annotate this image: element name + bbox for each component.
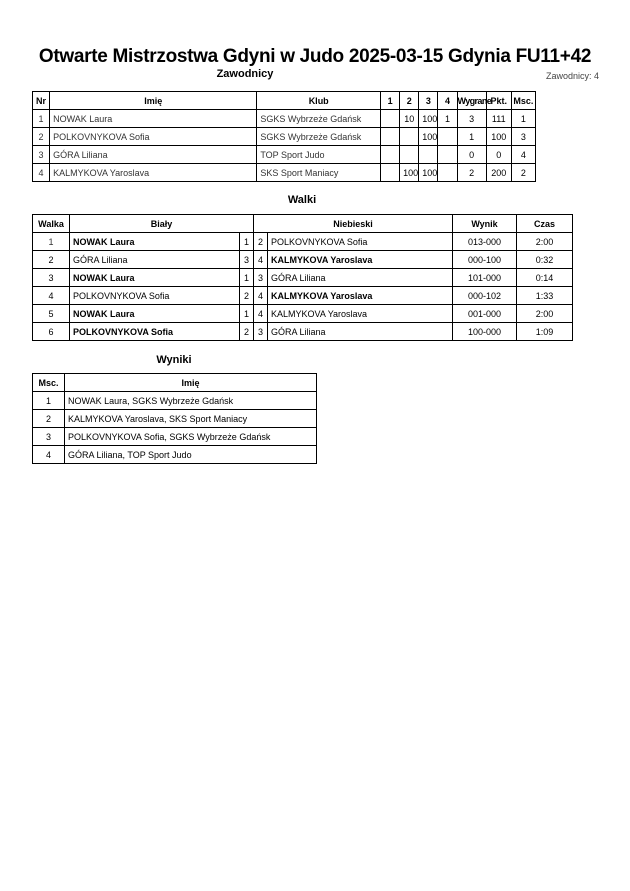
table-row	[33, 428, 317, 446]
fight-time: 2:00	[517, 305, 573, 323]
fight-blue-nr: 3	[254, 323, 268, 341]
fight-score: 101-000	[453, 269, 517, 287]
players-count: Zawodnicy: 4	[545, 71, 599, 81]
player-wins: 2	[457, 164, 486, 182]
results-section-title: Wyniki	[156, 354, 192, 366]
players-table	[32, 91, 536, 182]
fight-blue-name: GÓRA Liliana	[268, 323, 453, 341]
player-wins: 1	[457, 128, 486, 146]
col-opp-2: 2	[400, 92, 419, 110]
col-opp-1: 1	[381, 92, 400, 110]
player-wins: 0	[457, 146, 486, 164]
result-name: NOWAK Laura, SGKS Wybrzeże Gdańsk	[65, 392, 317, 410]
player-nr: 2	[33, 128, 50, 146]
result-place: 2	[33, 410, 65, 428]
fight-no: 6	[33, 323, 70, 341]
player-name: KALMYKOVA Yaroslava	[50, 164, 257, 182]
fight-white-name: POLKOVNYKOVA Sofia	[70, 323, 240, 341]
player-place: 2	[511, 164, 535, 182]
score-vs-4	[438, 164, 457, 182]
player-name: NOWAK Laura	[50, 110, 257, 128]
fight-white-name: NOWAK Laura	[70, 269, 240, 287]
table-row	[33, 323, 573, 341]
score-vs-2: 100	[400, 164, 419, 182]
fight-white-name: NOWAK Laura	[70, 233, 240, 251]
player-wins: 3	[457, 110, 486, 128]
player-name: GÓRA Liliana	[50, 146, 257, 164]
fight-blue-nr: 4	[254, 287, 268, 305]
col-fight-no: Walka	[33, 215, 70, 233]
player-place: 1	[511, 110, 535, 128]
fight-no: 3	[33, 269, 70, 287]
fight-score: 000-100	[453, 251, 517, 269]
fight-blue-name: KALMYKOVA Yaroslava	[268, 251, 453, 269]
fight-blue-name: POLKOVNYKOVA Sofia	[268, 233, 453, 251]
score-vs-1	[381, 110, 400, 128]
fight-score: 000-102	[453, 287, 517, 305]
table-row	[33, 410, 317, 428]
table-row	[33, 251, 573, 269]
score-vs-4: 1	[438, 110, 457, 128]
table-row	[33, 269, 573, 287]
table-row	[33, 446, 317, 464]
fight-score: 001-000	[453, 305, 517, 323]
fight-white-nr: 1	[240, 233, 254, 251]
fight-no: 1	[33, 233, 70, 251]
result-place: 1	[33, 392, 65, 410]
fight-no: 2	[33, 251, 70, 269]
fight-white-name: NOWAK Laura	[70, 305, 240, 323]
col-result: Wynik	[453, 215, 517, 233]
player-club: SKS Sport Maniacy	[257, 164, 381, 182]
score-vs-3: 100	[419, 128, 438, 146]
result-place: 3	[33, 428, 65, 446]
fight-white-nr: 2	[240, 287, 254, 305]
players-header-row	[33, 92, 536, 110]
player-club: SGKS Wybrzeże Gdańsk	[257, 110, 381, 128]
score-vs-3: 100	[419, 164, 438, 182]
score-vs-1	[381, 128, 400, 146]
score-vs-3: 100	[419, 110, 438, 128]
player-points: 200	[486, 164, 511, 182]
fight-white-nr: 3	[240, 251, 254, 269]
fight-time: 1:09	[517, 323, 573, 341]
player-nr: 3	[33, 146, 50, 164]
col-place: Msc.	[511, 92, 535, 110]
fight-blue-name: KALMYKOVA Yaroslava	[268, 305, 453, 323]
score-vs-3	[419, 146, 438, 164]
result-name: POLKOVNYKOVA Sofia, SGKS Wybrzeże Gdańsk	[65, 428, 317, 446]
table-row	[33, 305, 573, 323]
fights-section-title: Walki	[287, 194, 317, 206]
fight-score: 013-000	[453, 233, 517, 251]
player-nr: 4	[33, 164, 50, 182]
fight-time: 0:32	[517, 251, 573, 269]
col-result-place: Msc.	[33, 374, 65, 392]
results-table	[32, 373, 317, 464]
fight-white-nr: 2	[240, 323, 254, 341]
fight-white-name: GÓRA Liliana	[70, 251, 240, 269]
fight-time: 0:14	[517, 269, 573, 287]
score-vs-1	[381, 164, 400, 182]
player-place: 3	[511, 128, 535, 146]
fight-time: 2:00	[517, 233, 573, 251]
result-name: KALMYKOVA Yaroslava, SKS Sport Maniacy	[65, 410, 317, 428]
col-name: Imię	[50, 92, 257, 110]
fight-blue-nr: 2	[254, 233, 268, 251]
result-place: 4	[33, 446, 65, 464]
fight-no: 4	[33, 287, 70, 305]
player-club: TOP Sport Judo	[257, 146, 381, 164]
fight-blue-name: KALMYKOVA Yaroslava	[268, 287, 453, 305]
fight-no: 5	[33, 305, 70, 323]
score-vs-4	[438, 128, 457, 146]
fight-white-nr: 1	[240, 269, 254, 287]
table-row	[33, 110, 536, 128]
fight-time: 1:33	[517, 287, 573, 305]
fight-blue-name: GÓRA Liliana	[268, 269, 453, 287]
col-club: Klub	[257, 92, 381, 110]
player-points: 100	[486, 128, 511, 146]
player-nr: 1	[33, 110, 50, 128]
fight-white-name: POLKOVNYKOVA Sofia	[70, 287, 240, 305]
table-row	[33, 164, 536, 182]
score-vs-4	[438, 146, 457, 164]
player-place: 4	[511, 146, 535, 164]
table-row	[33, 146, 536, 164]
fights-table	[32, 214, 573, 341]
col-wins: Wygrane	[457, 92, 486, 110]
col-time: Czas	[517, 215, 573, 233]
score-vs-2	[400, 128, 419, 146]
table-row	[33, 128, 536, 146]
table-row	[33, 287, 573, 305]
result-name: GÓRA Liliana, TOP Sport Judo	[65, 446, 317, 464]
player-points: 0	[486, 146, 511, 164]
score-vs-2	[400, 146, 419, 164]
results-header-row	[33, 374, 317, 392]
col-opp-3: 3	[419, 92, 438, 110]
table-row	[33, 233, 573, 251]
score-vs-2: 10	[400, 110, 419, 128]
col-blue: Niebieski	[254, 215, 453, 233]
col-result-name: Imię	[65, 374, 317, 392]
fights-header-row	[33, 215, 573, 233]
fight-blue-nr: 4	[254, 251, 268, 269]
fight-blue-nr: 3	[254, 269, 268, 287]
page-title: Otwarte Mistrzostwa Gdyni w Judo 2025-03-15 Gdynia FU11+42	[38, 46, 592, 67]
col-nr: Nr	[33, 92, 50, 110]
player-points: 111	[486, 110, 511, 128]
player-club: SGKS Wybrzeże Gdańsk	[257, 128, 381, 146]
score-vs-1	[381, 146, 400, 164]
fight-score: 100-000	[453, 323, 517, 341]
fight-white-nr: 1	[240, 305, 254, 323]
table-row	[33, 392, 317, 410]
col-white: Biały	[70, 215, 254, 233]
fight-blue-nr: 4	[254, 305, 268, 323]
col-opp-4: 4	[438, 92, 457, 110]
col-points: Pkt.	[486, 92, 511, 110]
player-name: POLKOVNYKOVA Sofia	[50, 128, 257, 146]
players-section-title: Zawodnicy	[216, 68, 274, 80]
